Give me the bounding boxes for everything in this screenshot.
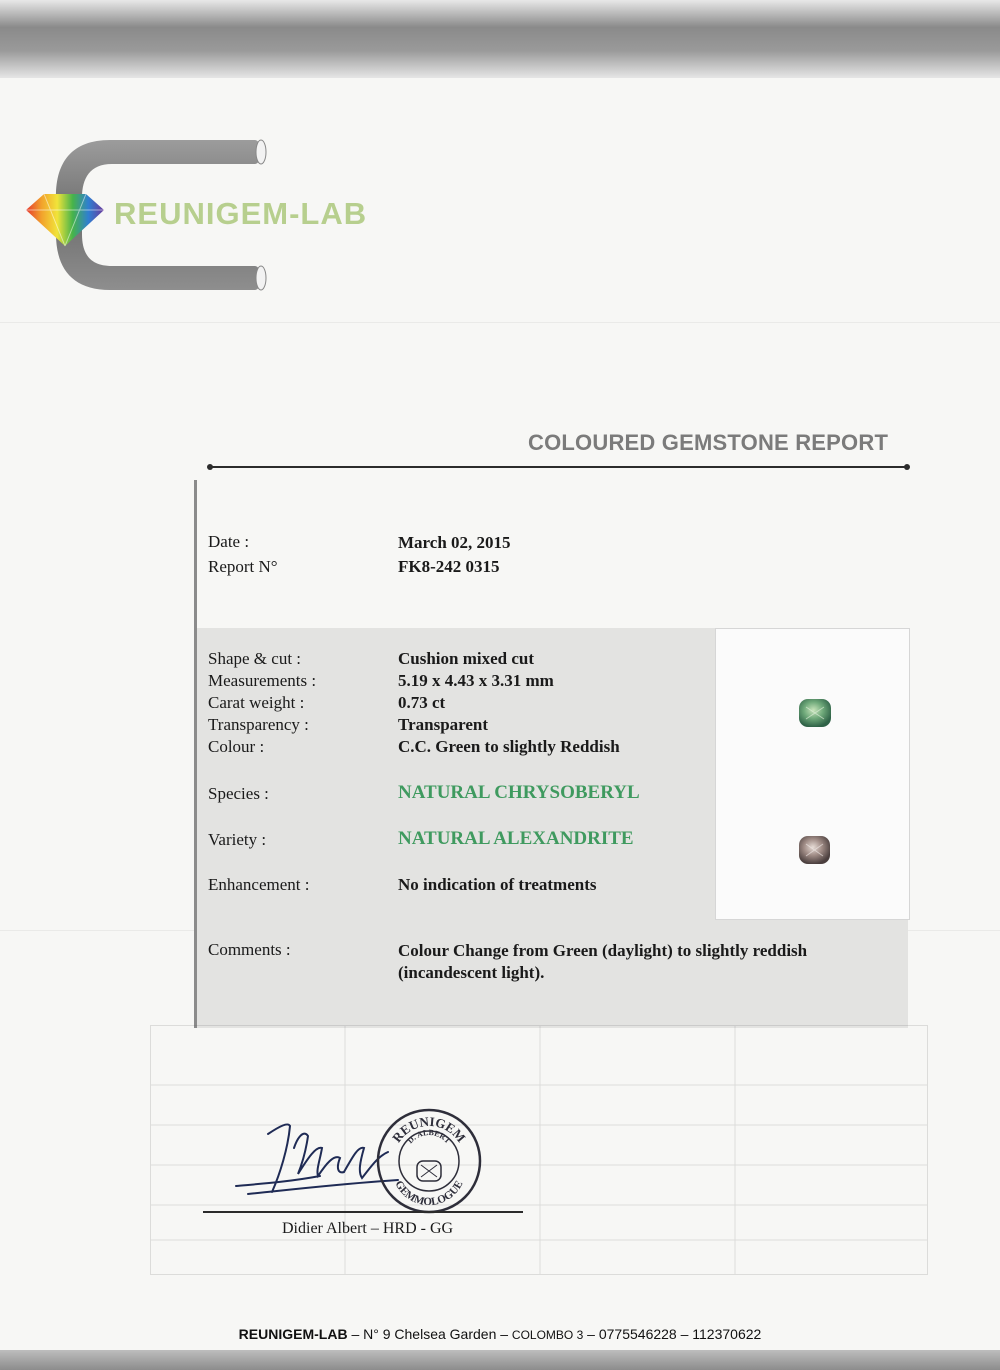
- stamp-middle-text: D. ALBERT: [405, 1127, 453, 1146]
- gem-incandescent-photo: [799, 836, 830, 864]
- footer-street: – N° 9 Chelsea Garden –: [347, 1326, 512, 1342]
- scanner-bottom-bar: [0, 1350, 1000, 1370]
- signature-rule: [203, 1211, 523, 1213]
- species-value: NATURAL CHRYSOBERYL: [398, 782, 640, 803]
- enhancement-label: Enhancement :: [208, 875, 310, 894]
- logo-text: REUNIGEM-LAB: [114, 196, 368, 231]
- stamp-bottom-text: GEMMOLOGUE: [392, 1178, 466, 1209]
- footer-city: COLOMBO 3: [511, 1328, 584, 1342]
- variety-label: Variety :: [208, 830, 267, 849]
- shape-value: Cushion mixed cut: [398, 649, 535, 668]
- variety-value: NATURAL ALEXANDRITE: [398, 828, 634, 849]
- colour-label: Colour :: [208, 737, 265, 756]
- species-label: Species :: [208, 784, 269, 803]
- title-rule: [210, 466, 907, 468]
- colour-value: C.C. Green to slightly Reddish: [398, 737, 620, 756]
- report-number-value: FK8-242 0315: [398, 557, 500, 576]
- gem-daylight-photo: [799, 699, 831, 727]
- comments-line-2: (incandescent light).: [398, 963, 545, 982]
- report-number-label: Report N°: [208, 557, 278, 576]
- enhancement-value: No indication of treatments: [398, 875, 597, 894]
- measurements-label: Measurements :: [208, 671, 317, 690]
- fold-line: [0, 322, 1000, 323]
- date-value: March 02, 2015: [398, 533, 511, 552]
- carat-label: Carat weight :: [208, 693, 305, 712]
- carat-value: 0.73 ct: [398, 693, 446, 712]
- gemmologue-stamp: [374, 1106, 484, 1216]
- measurements-value: 5.19 x 4.43 x 3.31 mm: [398, 671, 554, 690]
- comments-line-1: Colour Change from Green (daylight) to slightly reddish: [398, 941, 808, 960]
- shape-label: Shape & cut :: [208, 649, 302, 668]
- footer-brand: REUNIGEM-LAB: [238, 1326, 348, 1342]
- footer-phones: – 0775546228 – 112370622: [583, 1326, 762, 1342]
- footer-address: [0, 1326, 1000, 1342]
- date-label: Date :: [208, 532, 250, 551]
- transparency-value: Transparent: [398, 715, 489, 734]
- transparency-label: Transparency :: [208, 715, 309, 734]
- stamp-top-text: REUNIGEM: [389, 1113, 469, 1146]
- scanner-top-bar: [0, 0, 1000, 78]
- report-title: COLOURED GEMSTONE REPORT: [528, 430, 889, 455]
- gem-photo-panel: [715, 628, 910, 920]
- signer-name: Didier Albert – HRD - GG: [282, 1220, 454, 1237]
- comments-label: Comments :: [208, 940, 291, 959]
